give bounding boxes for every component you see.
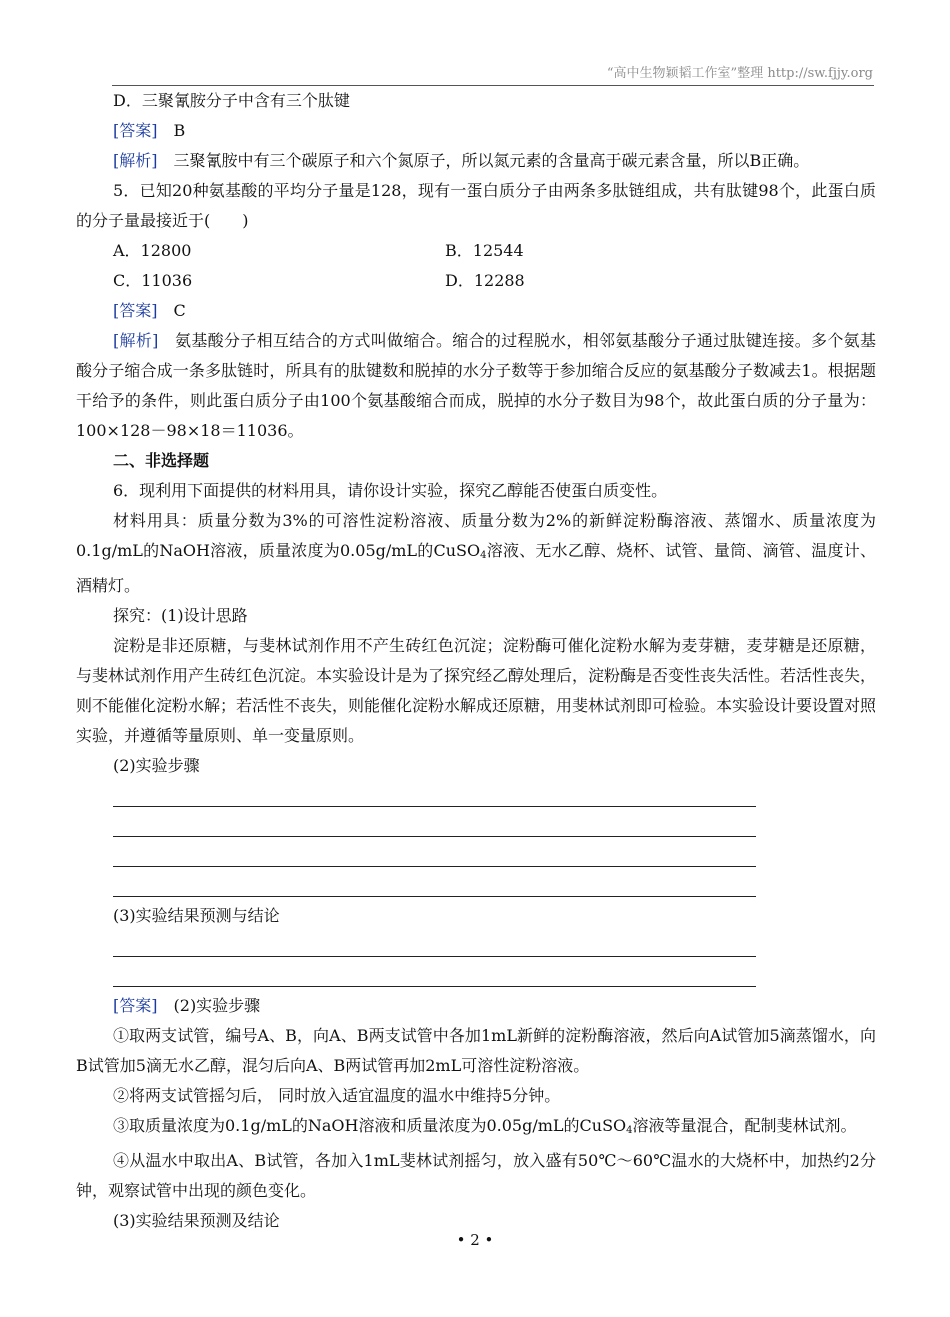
- page-content: [76, 86, 876, 1236]
- page-number: • 2 •: [456, 1231, 494, 1249]
- q5-answer-line: [76, 296, 876, 326]
- subscript: 4: [626, 1125, 633, 1136]
- q6-stem: 6．现利用下面提供的材料用具，请你设计实验，探究乙醇能否使蛋白质变性。: [113, 481, 668, 500]
- answer-tag: [答案]: [113, 996, 158, 1015]
- q4-answer: B: [173, 121, 186, 140]
- step3-text: ③取质量浓度为0.1g/mL的NaOH溶液和质量浓度为0.05g/mL的CuSO: [113, 1116, 627, 1135]
- q6-answer-steps-label: (2)实验步骤: [173, 996, 261, 1015]
- answer-blank-line[interactable]: [76, 961, 876, 991]
- q6-answer-line: [76, 991, 876, 1021]
- q5-analysis: 氨基酸分子相互结合的方式叫做缩合。缩合的过程脱水，相邻氨基酸分子通过肽键连接。多个氨基酸分子缩合成一条多肽链时，所具有的肽键数和脱掉的水分子数等于参加缩合反应的氨基酸分子数减去1。根据题干给予的条件，则此蛋白质分子由100个氨基酸缩合而成，脱掉的水分子数目为98个，故此蛋白质的分子量为：100×128－98×18＝11036。: [76, 331, 876, 440]
- q6-predict-label: (3)实验结果预测与结论: [113, 906, 280, 925]
- analysis-tag: [解析]: [113, 331, 159, 350]
- q6-design-idea: 淀粉是非还原糖，与斐林试剂作用不产生砖红色沉淀；淀粉酶可催化淀粉水解为麦芽糖，麦芽糖是还原糖，与斐林试剂作用产生砖红色沉淀。本实验设计是为了探究经乙醇处理后，淀粉酶是否变性丧失活性。若活性丧失，则不能催化淀粉水解；若活性不丧失，则能催化淀粉水解成还原糖，用斐林试剂即可检验。本实验设计要设置对照实验，并遵循等量原则、单一变量原则。: [76, 636, 877, 745]
- q6-answer-predict-label: (3)实验结果预测及结论: [113, 1211, 280, 1230]
- answer-blank-line[interactable]: [76, 811, 876, 841]
- answer-blank-line[interactable]: [76, 841, 876, 871]
- answer-blank-line[interactable]: [76, 781, 876, 811]
- materials-text-cont: 溶液、无水乙醇、烧杯、试管、量筒、滴管、温度计、酒精灯。: [76, 541, 876, 595]
- q4-analysis: 三聚氰胺中有三个碳原子和六个氮原子，所以氮元素的含量高于碳元素含量，所以B正确。: [173, 151, 810, 170]
- q5-stem: 5．已知20种氨基酸的平均分子量是128，现有一蛋白质分子由两条多肽链组成，共有肽键98个，此蛋白质的分子量最接近于( ): [76, 181, 876, 230]
- step3-text-cont: 溶液等量混合，配制斐林试剂。: [632, 1116, 857, 1135]
- q6-step-1: ①取两支试管，编号A、B，向A、B两支试管中各加1mL新鲜的淀粉酶溶液，然后向A试管加5滴蒸馏水，向B试管加5滴无水乙醇，混匀后向A、B两试管再加2mL可溶性淀粉溶液。: [76, 1026, 876, 1075]
- page-header: “高中生物颖韬工作室”整理 http://sw.fjjy.org: [606, 66, 873, 81]
- answer-tag: [答案]: [113, 301, 158, 320]
- q6-step-4: ④从温水中取出A、B试管，各加入1mL斐林试剂摇匀，放入盛有50℃～60℃温水的大烧杯中，加热约2分钟，观察试管中出现的颜色变化。: [76, 1151, 876, 1200]
- analysis-tag: [解析]: [113, 151, 158, 170]
- answer-tag: [答案]: [113, 121, 158, 140]
- q6-step-3: [76, 1111, 876, 1146]
- q5-option-a: A．12800: [113, 241, 192, 260]
- q6-steps-label: (2)实验步骤: [113, 756, 200, 775]
- q5-option-d: D．12288: [445, 271, 525, 290]
- q5-options-row-1: [76, 236, 876, 266]
- answer-blank-line[interactable]: [76, 871, 876, 901]
- subscript: 4: [480, 550, 487, 561]
- q5-option-c: C．11036: [113, 271, 193, 290]
- materials-text: 材料用具：质量分数为3%的可溶性淀粉溶液、质量分数为2%的新鲜淀粉酶溶液、蒸馏水、质量浓度为0.1g/mL的NaOH溶液，质量浓度为0.05g/mL的CuSO: [76, 511, 876, 560]
- q4-option-d: D．三聚氰胺分子中含有三个肽键: [113, 91, 350, 110]
- q5-analysis-line: [76, 326, 876, 446]
- q6-materials: [76, 506, 876, 601]
- q4-analysis-line: [76, 146, 876, 176]
- section-title: 二、非选择题: [113, 451, 210, 470]
- q5-option-b: B．12544: [445, 241, 524, 260]
- answer-blank-line[interactable]: [76, 931, 876, 961]
- q6-step-2: ②将两支试管摇匀后， 同时放入适宜温度的温水中维持5分钟。: [113, 1086, 561, 1105]
- q5-options-row-2: [76, 266, 876, 296]
- q4-answer-line: [76, 116, 876, 146]
- q5-answer: C: [173, 301, 186, 320]
- q6-explore: 探究：(1)设计思路: [113, 606, 248, 625]
